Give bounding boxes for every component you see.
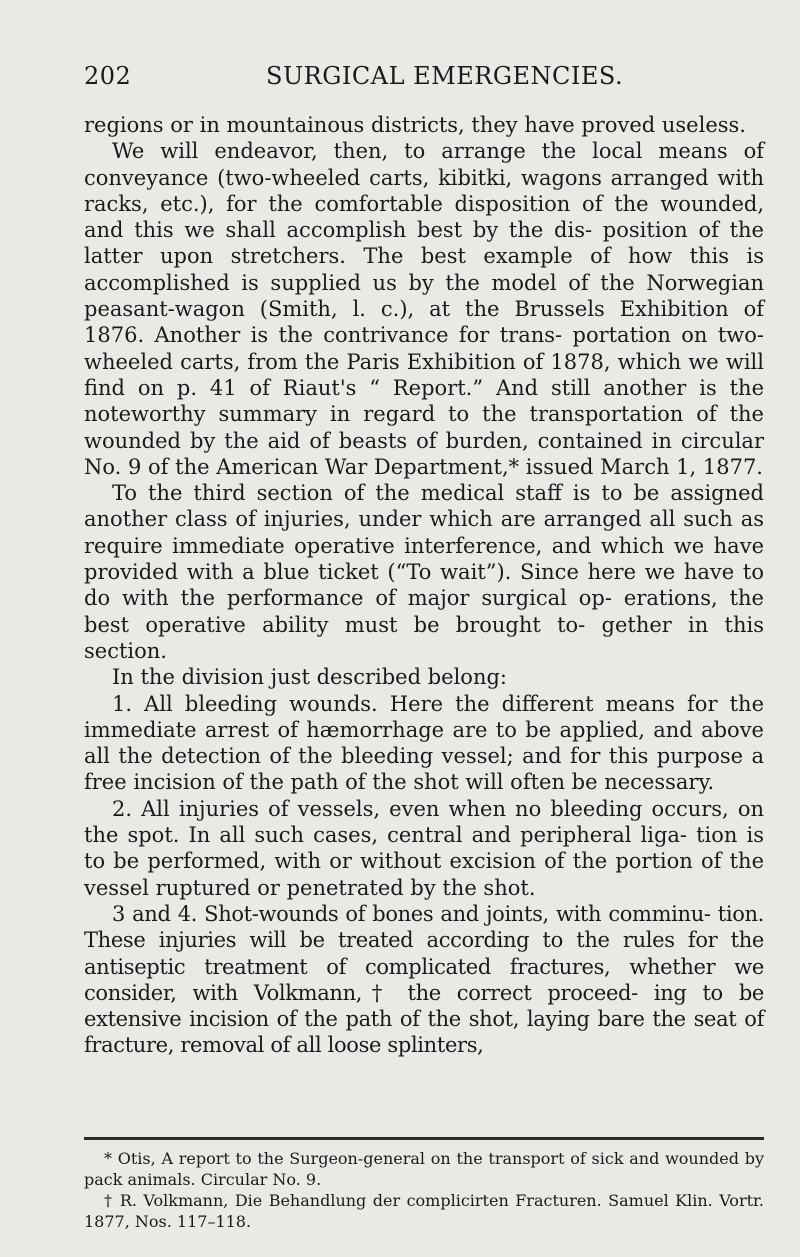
footnotes — [84, 1148, 764, 1232]
list-item-shot-wounds: 3 and 4. Shot-wounds of bones and joints, with comminu- tion. These injuries will be treated according to the rules for the antiseptic treatment of complicated fractures, whether we consider, with Volkmann,† the correct proceed- ing to be extensive incision of the path of the shot, laying bare the seat of fracture, removal of all loose splinters, — [84, 901, 764, 1058]
paragraph-third-section: To the third section of the medical staff is to be assigned another class of injuries, under which are arranged all such as require immediate operative interference, and which we have provided with a blue ticket (“To wait”). Since here we have to do with the performance of major surgical op- erations, the best operative ability must be brought to- gether in this section. — [84, 481, 764, 663]
list-item-bleeding-wounds: 1. All bleeding wounds. Here the different means for the immediate arrest of hæmorrhage are to be applied, and above all the detection of the bleeding vessel; and for this purpose a free incision of the path of the shot will often be necessary. — [84, 691, 764, 795]
paragraph-continuation: regions or in mountainous districts, they have proved useless. — [84, 113, 746, 137]
paragraph-conveyance: We will endeavor, then, to arrange the local means of conveyance (two-wheeled carts, kibitki, wagons arranged with racks, etc.), for the comfortable disposition of the wounded, and this we shall accomplish best by the dis- position of the latter upon stretchers. The best example of how this is accomplished is supplied us by the model of the Norwegian peasant-wagon (Smith, l. c.), at the Brussels Exhibition of 1876. Another is the contrivance for trans- portation on two-wheeled carts, from the Paris Exhibition of 1878, which we will find on p. 41 of Riaut's “ Report.” And still another is the noteworthy summary in regard to the transportation of the wounded by the aid of beasts of burden, contained in circular No. 9 of the American War Department,* issued March 1, 1877. — [84, 139, 764, 479]
footnote-otis: * Otis, A report to the Surgeon-general on the transport of sick and wounded by pack animals. Circular No. 9. — [84, 1149, 764, 1189]
body-text — [84, 112, 764, 1059]
page-header — [84, 62, 760, 92]
running-title: SURGICAL EMERGENCIES. — [266, 62, 624, 90]
paragraph-division-intro: In the division just described belong: — [112, 665, 507, 690]
list-item-vessel-injuries: 2. All injuries of vessels, even when no bleeding occurs, on the spot. In all such cases, central and peripheral liga- tion is to be performed, with or without excision of the portion of the vessel ruptured or penetrated by the shot. — [84, 796, 764, 900]
footnote-rule — [84, 1137, 764, 1140]
footnote-volkmann: † R. Volkmann, Die Behandlung der complicirten Fracturen. Samuel Klin. Vortr. 1877, Nos. 117–118. — [84, 1191, 764, 1231]
page-number: 202 — [84, 62, 132, 90]
